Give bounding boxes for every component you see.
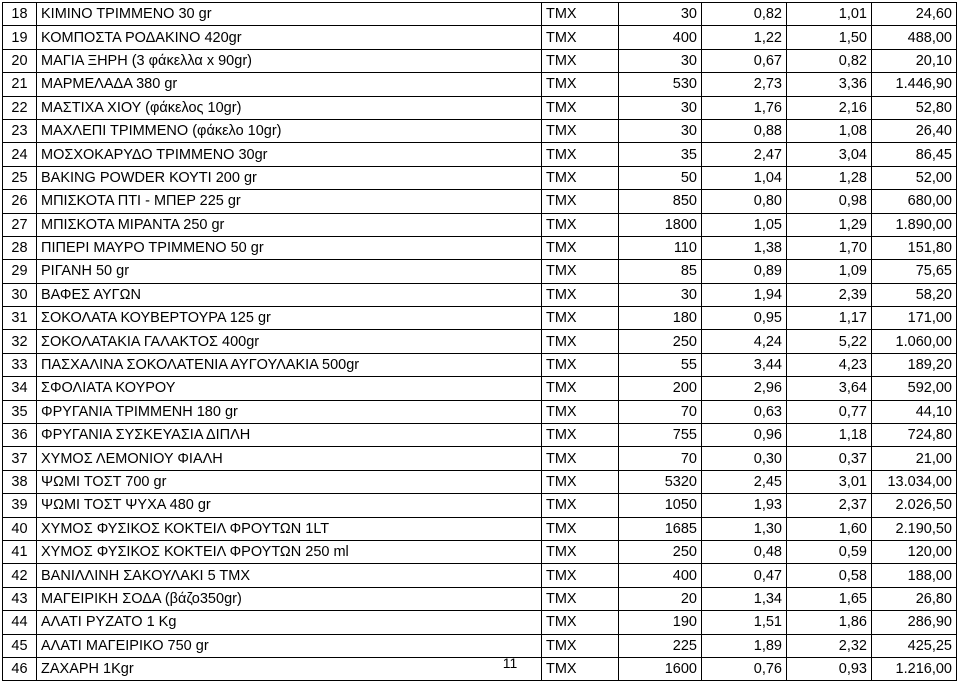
cell-quantity: 180 — [619, 307, 702, 330]
cell-total: 26,40 — [872, 119, 957, 142]
cell-quantity: 400 — [619, 564, 702, 587]
cell-index: 20 — [3, 49, 37, 72]
cell-price-with-vat: 1,17 — [787, 307, 872, 330]
price-table-body — [3, 3, 957, 681]
cell-total: 724,80 — [872, 424, 957, 447]
cell-product-name: ΜΠΙΣΚΟΤΑ ΠΤΙ - ΜΠΕΡ 225 gr — [37, 190, 542, 213]
cell-unit-price: 1,30 — [702, 517, 787, 540]
cell-total: 26,80 — [872, 587, 957, 610]
cell-unit-price: 1,05 — [702, 213, 787, 236]
cell-price-with-vat: 2,39 — [787, 283, 872, 306]
cell-unit: ΤΜΧ — [542, 166, 619, 189]
cell-unit-price: 1,94 — [702, 283, 787, 306]
cell-total: 171,00 — [872, 307, 957, 330]
cell-index: 18 — [3, 3, 37, 26]
table-row — [3, 73, 957, 96]
cell-unit-price: 3,44 — [702, 353, 787, 376]
cell-unit: ΤΜΧ — [542, 634, 619, 657]
cell-product-name: ΖΑΧΑΡΗ 1Kgr — [37, 657, 542, 680]
cell-total: 58,20 — [872, 283, 957, 306]
cell-product-name: ΣΟΚΟΛΑΤΑ ΚΟΥΒΕΡΤΟΥΡΑ 125 gr — [37, 307, 542, 330]
table-row — [3, 611, 957, 634]
cell-unit: ΤΜΧ — [542, 190, 619, 213]
cell-unit: ΤΜΧ — [542, 283, 619, 306]
table-row — [3, 236, 957, 259]
cell-total: 24,60 — [872, 3, 957, 26]
cell-index: 21 — [3, 73, 37, 96]
cell-price-with-vat: 2,32 — [787, 634, 872, 657]
cell-unit-price: 1,22 — [702, 26, 787, 49]
cell-product-name: BAKING POWDER ΚΟΥΤΙ 200 gr — [37, 166, 542, 189]
cell-quantity: 50 — [619, 166, 702, 189]
cell-total: 1.446,90 — [872, 73, 957, 96]
cell-price-with-vat: 1,86 — [787, 611, 872, 634]
cell-unit: ΤΜΧ — [542, 517, 619, 540]
cell-total: 188,00 — [872, 564, 957, 587]
cell-index: 19 — [3, 26, 37, 49]
table-row — [3, 119, 957, 142]
cell-quantity: 110 — [619, 236, 702, 259]
cell-product-name: ΧΥΜΟΣ ΛΕΜΟΝΙΟΥ ΦΙΑΛΗ — [37, 447, 542, 470]
cell-product-name: ΦΡΥΓΑΝΙΑ ΤΡΙΜΜΕΝΗ 180 gr — [37, 400, 542, 423]
cell-unit: ΤΜΧ — [542, 73, 619, 96]
cell-quantity: 30 — [619, 3, 702, 26]
table-row — [3, 283, 957, 306]
cell-quantity: 1050 — [619, 494, 702, 517]
table-row — [3, 143, 957, 166]
cell-index: 25 — [3, 166, 37, 189]
cell-price-with-vat: 2,37 — [787, 494, 872, 517]
cell-total: 86,45 — [872, 143, 957, 166]
cell-unit: ΤΜΧ — [542, 424, 619, 447]
cell-quantity: 250 — [619, 540, 702, 563]
cell-product-name: ΨΩΜΙ ΤΟΣΤ 700 gr — [37, 470, 542, 493]
cell-price-with-vat: 1,28 — [787, 166, 872, 189]
cell-quantity: 755 — [619, 424, 702, 447]
cell-index: 36 — [3, 424, 37, 447]
cell-product-name: ΜΑΓΕΙΡΙΚΗ ΣΟΔΑ (βάζο350gr) — [37, 587, 542, 610]
cell-quantity: 1685 — [619, 517, 702, 540]
cell-price-with-vat: 3,01 — [787, 470, 872, 493]
cell-quantity: 400 — [619, 26, 702, 49]
cell-unit-price: 0,76 — [702, 657, 787, 680]
cell-index: 39 — [3, 494, 37, 517]
table-row — [3, 330, 957, 353]
cell-unit-price: 0,48 — [702, 540, 787, 563]
cell-unit-price: 0,88 — [702, 119, 787, 142]
cell-index: 40 — [3, 517, 37, 540]
cell-product-name: ΣΦΟΛΙΑΤΑ ΚΟΥΡΟΥ — [37, 377, 542, 400]
cell-price-with-vat: 0,82 — [787, 49, 872, 72]
cell-unit-price: 0,30 — [702, 447, 787, 470]
cell-total: 151,80 — [872, 236, 957, 259]
cell-quantity: 85 — [619, 260, 702, 283]
cell-quantity: 250 — [619, 330, 702, 353]
cell-quantity: 70 — [619, 400, 702, 423]
cell-price-with-vat: 3,64 — [787, 377, 872, 400]
cell-index: 33 — [3, 353, 37, 376]
cell-index: 37 — [3, 447, 37, 470]
cell-unit-price: 2,73 — [702, 73, 787, 96]
cell-price-with-vat: 5,22 — [787, 330, 872, 353]
cell-unit: ΤΜΧ — [542, 657, 619, 680]
cell-quantity: 35 — [619, 143, 702, 166]
cell-total: 488,00 — [872, 26, 957, 49]
cell-product-name: ΑΛΑΤΙ ΡΥΖΑΤΟ 1 Kg — [37, 611, 542, 634]
cell-unit: ΤΜΧ — [542, 260, 619, 283]
cell-total: 52,80 — [872, 96, 957, 119]
cell-total: 286,90 — [872, 611, 957, 634]
cell-total: 44,10 — [872, 400, 957, 423]
cell-price-with-vat: 0,37 — [787, 447, 872, 470]
cell-total: 592,00 — [872, 377, 957, 400]
cell-product-name: ΑΛΑΤΙ ΜΑΓΕΙΡΙΚΟ 750 gr — [37, 634, 542, 657]
cell-unit: ΤΜΧ — [542, 611, 619, 634]
cell-price-with-vat: 0,58 — [787, 564, 872, 587]
cell-product-name: ΧΥΜΟΣ ΦΥΣΙΚΟΣ ΚΟΚΤΕΙΛ ΦΡΟΥΤΩΝ 1LT — [37, 517, 542, 540]
cell-index: 28 — [3, 236, 37, 259]
price-table — [2, 2, 957, 681]
cell-price-with-vat: 1,01 — [787, 3, 872, 26]
cell-unit: ΤΜΧ — [542, 143, 619, 166]
page-number: 11 — [502, 655, 518, 671]
cell-index: 34 — [3, 377, 37, 400]
cell-product-name: ΜΑΣΤΙΧΑ ΧΙΟΥ (φάκελος 10gr) — [37, 96, 542, 119]
table-row — [3, 587, 957, 610]
cell-product-name: ΠΑΣΧΑΛΙΝΑ ΣΟΚΟΛΑΤΕΝΙΑ ΑΥΓΟΥΛΑΚΙΑ 500gr — [37, 353, 542, 376]
cell-unit-price: 0,96 — [702, 424, 787, 447]
cell-total: 20,10 — [872, 49, 957, 72]
cell-unit: ΤΜΧ — [542, 236, 619, 259]
cell-unit: ΤΜΧ — [542, 26, 619, 49]
cell-unit-price: 0,63 — [702, 400, 787, 423]
cell-unit: ΤΜΧ — [542, 353, 619, 376]
cell-price-with-vat: 1,18 — [787, 424, 872, 447]
cell-product-name: ΠΙΠΕΡΙ ΜΑΥΡΟ ΤΡΙΜΜΕΝΟ 50 gr — [37, 236, 542, 259]
cell-index: 30 — [3, 283, 37, 306]
cell-unit-price: 0,95 — [702, 307, 787, 330]
cell-unit-price: 0,82 — [702, 3, 787, 26]
cell-unit-price: 1,51 — [702, 611, 787, 634]
cell-index: 23 — [3, 119, 37, 142]
cell-unit: ΤΜΧ — [542, 119, 619, 142]
table-row — [3, 494, 957, 517]
cell-total: 680,00 — [872, 190, 957, 213]
cell-index: 26 — [3, 190, 37, 213]
table-row — [3, 424, 957, 447]
cell-unit: ΤΜΧ — [542, 587, 619, 610]
cell-total: 1.216,00 — [872, 657, 957, 680]
cell-total: 52,00 — [872, 166, 957, 189]
cell-unit-price: 2,45 — [702, 470, 787, 493]
cell-quantity: 225 — [619, 634, 702, 657]
table-row — [3, 260, 957, 283]
cell-product-name: ΡΙΓΑΝΗ 50 gr — [37, 260, 542, 283]
table-row — [3, 26, 957, 49]
cell-quantity: 55 — [619, 353, 702, 376]
cell-unit: ΤΜΧ — [542, 96, 619, 119]
cell-index: 27 — [3, 213, 37, 236]
cell-product-name: ΒΑΦΕΣ ΑΥΓΩΝ — [37, 283, 542, 306]
cell-index: 43 — [3, 587, 37, 610]
table-row — [3, 96, 957, 119]
cell-quantity: 20 — [619, 587, 702, 610]
cell-product-name: ΜΠΙΣΚΟΤΑ ΜΙΡΑΝΤΑ 250 gr — [37, 213, 542, 236]
cell-unit: ΤΜΧ — [542, 447, 619, 470]
cell-index: 41 — [3, 540, 37, 563]
table-row — [3, 3, 957, 26]
cell-quantity: 30 — [619, 119, 702, 142]
cell-unit-price: 0,67 — [702, 49, 787, 72]
table-row — [3, 49, 957, 72]
cell-unit-price: 2,96 — [702, 377, 787, 400]
table-row — [3, 447, 957, 470]
cell-index: 32 — [3, 330, 37, 353]
cell-unit-price: 1,04 — [702, 166, 787, 189]
cell-index: 45 — [3, 634, 37, 657]
cell-product-name: ΧΥΜΟΣ ΦΥΣΙΚΟΣ ΚΟΚΤΕΙΛ ΦΡΟΥΤΩΝ 250 ml — [37, 540, 542, 563]
cell-unit: ΤΜΧ — [542, 564, 619, 587]
cell-index: 29 — [3, 260, 37, 283]
cell-unit-price: 1,38 — [702, 236, 787, 259]
cell-product-name: ΜΑΓΙΑ ΞΗΡΗ (3 φάκελλα x 90gr) — [37, 49, 542, 72]
cell-total: 120,00 — [872, 540, 957, 563]
cell-index: 22 — [3, 96, 37, 119]
cell-total: 75,65 — [872, 260, 957, 283]
cell-price-with-vat: 1,60 — [787, 517, 872, 540]
cell-product-name: ΜΑΡΜΕΛΑΔΑ 380 gr — [37, 73, 542, 96]
cell-quantity: 30 — [619, 96, 702, 119]
table-row — [3, 400, 957, 423]
cell-quantity: 30 — [619, 283, 702, 306]
cell-total: 1.890,00 — [872, 213, 957, 236]
cell-price-with-vat: 1,29 — [787, 213, 872, 236]
table-row — [3, 564, 957, 587]
table-row — [3, 190, 957, 213]
cell-product-name: ΜΟΣΧΟΚΑΡΥΔΟ ΤΡΙΜΜΕΝΟ 30gr — [37, 143, 542, 166]
cell-unit: ΤΜΧ — [542, 470, 619, 493]
cell-total: 2.190,50 — [872, 517, 957, 540]
cell-unit: ΤΜΧ — [542, 330, 619, 353]
cell-product-name: ΨΩΜΙ ΤΟΣΤ ΨΥΧΑ 480 gr — [37, 494, 542, 517]
table-row — [3, 377, 957, 400]
cell-index: 46 — [3, 657, 37, 680]
table-row — [3, 307, 957, 330]
cell-quantity: 190 — [619, 611, 702, 634]
table-row — [3, 470, 957, 493]
table-row — [3, 634, 957, 657]
cell-price-with-vat: 0,93 — [787, 657, 872, 680]
cell-price-with-vat: 1,08 — [787, 119, 872, 142]
cell-quantity: 200 — [619, 377, 702, 400]
cell-unit: ΤΜΧ — [542, 494, 619, 517]
cell-quantity: 530 — [619, 73, 702, 96]
cell-index: 38 — [3, 470, 37, 493]
cell-unit-price: 4,24 — [702, 330, 787, 353]
cell-unit-price: 1,93 — [702, 494, 787, 517]
table-row — [3, 353, 957, 376]
cell-unit: ΤΜΧ — [542, 307, 619, 330]
cell-unit-price: 1,34 — [702, 587, 787, 610]
cell-unit-price: 0,89 — [702, 260, 787, 283]
cell-total: 189,20 — [872, 353, 957, 376]
cell-price-with-vat: 4,23 — [787, 353, 872, 376]
cell-unit: ΤΜΧ — [542, 213, 619, 236]
cell-quantity: 850 — [619, 190, 702, 213]
cell-quantity: 70 — [619, 447, 702, 470]
cell-unit-price: 2,47 — [702, 143, 787, 166]
cell-quantity: 1600 — [619, 657, 702, 680]
cell-product-name: ΜΑΧΛΕΠΙ ΤΡΙΜΜΕΝΟ (φάκελο 10gr) — [37, 119, 542, 142]
table-row — [3, 213, 957, 236]
cell-price-with-vat: 0,98 — [787, 190, 872, 213]
cell-unit-price: 1,89 — [702, 634, 787, 657]
cell-quantity: 30 — [619, 49, 702, 72]
cell-quantity: 1800 — [619, 213, 702, 236]
cell-index: 35 — [3, 400, 37, 423]
cell-index: 42 — [3, 564, 37, 587]
cell-product-name: ΒΑΝΙΛΛΙΝΗ ΣΑΚΟΥΛΑΚΙ 5 ΤΜΧ — [37, 564, 542, 587]
cell-unit-price: 1,76 — [702, 96, 787, 119]
cell-total: 425,25 — [872, 634, 957, 657]
table-row — [3, 657, 957, 680]
cell-unit: ΤΜΧ — [542, 3, 619, 26]
cell-product-name: ΚΙΜΙΝΟ ΤΡΙΜΜΕΝΟ 30 gr — [37, 3, 542, 26]
cell-price-with-vat: 0,59 — [787, 540, 872, 563]
cell-price-with-vat: 1,50 — [787, 26, 872, 49]
cell-total: 1.060,00 — [872, 330, 957, 353]
cell-total: 21,00 — [872, 447, 957, 470]
cell-total: 13.034,00 — [872, 470, 957, 493]
cell-price-with-vat: 1,70 — [787, 236, 872, 259]
cell-price-with-vat: 2,16 — [787, 96, 872, 119]
cell-unit: ΤΜΧ — [542, 377, 619, 400]
cell-index: 31 — [3, 307, 37, 330]
cell-unit: ΤΜΧ — [542, 49, 619, 72]
table-row — [3, 166, 957, 189]
table-row — [3, 540, 957, 563]
cell-product-name: ΦΡΥΓΑΝΙΑ ΣΥΣΚΕΥΑΣΙΑ ΔΙΠΛΗ — [37, 424, 542, 447]
cell-price-with-vat: 1,09 — [787, 260, 872, 283]
cell-index: 44 — [3, 611, 37, 634]
cell-index: 24 — [3, 143, 37, 166]
cell-quantity: 5320 — [619, 470, 702, 493]
cell-price-with-vat: 0,77 — [787, 400, 872, 423]
cell-price-with-vat: 1,65 — [787, 587, 872, 610]
cell-price-with-vat: 3,36 — [787, 73, 872, 96]
price-table-sheet — [2, 2, 956, 681]
cell-unit-price: 0,80 — [702, 190, 787, 213]
cell-product-name: ΚΟΜΠΟΣΤΑ ΡΟΔΑΚΙΝΟ 420gr — [37, 26, 542, 49]
cell-price-with-vat: 3,04 — [787, 143, 872, 166]
cell-unit-price: 0,47 — [702, 564, 787, 587]
table-row — [3, 517, 957, 540]
cell-product-name: ΣΟΚΟΛΑΤΑΚΙΑ ΓΑΛΑΚΤΟΣ 400gr — [37, 330, 542, 353]
cell-unit: ΤΜΧ — [542, 400, 619, 423]
cell-total: 2.026,50 — [872, 494, 957, 517]
cell-unit: ΤΜΧ — [542, 540, 619, 563]
